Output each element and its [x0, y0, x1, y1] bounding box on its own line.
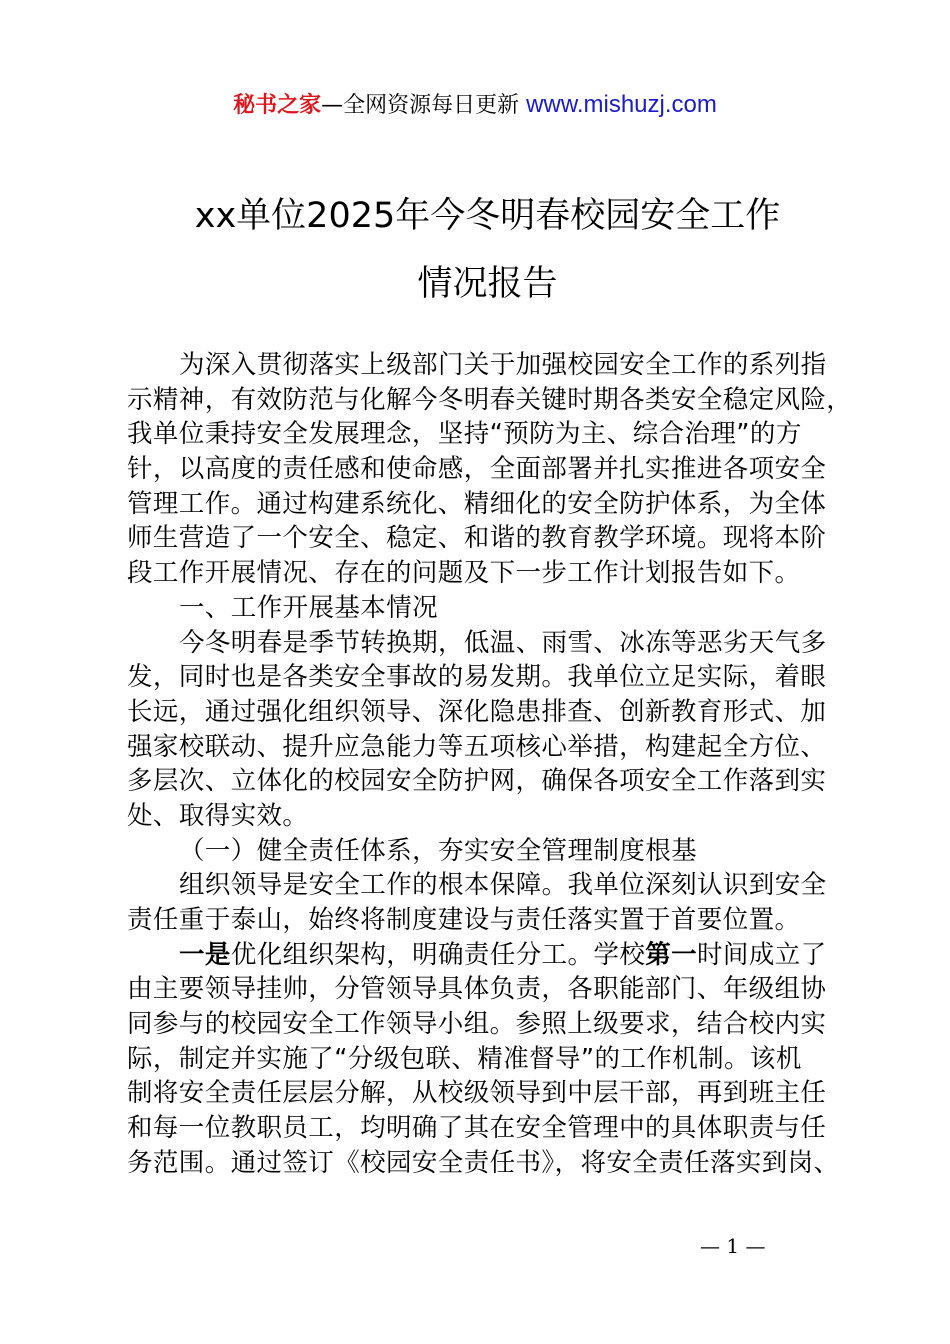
paragraph-line: 示精神，有效防范与化解今冬明春关键时期各类安全稳定风险，: [127, 384, 853, 415]
document-title-line-2: 情况报告: [417, 264, 558, 304]
brand-name: 秘书之家: [233, 93, 322, 118]
paragraph-line: 由主要领导挂帅，分管领导具体负责，各职能部门、年级组协: [127, 974, 827, 1005]
paragraph-line: 我单位秉持安全发展理念，坚持“预防为主、综合治理”的方: [127, 419, 802, 450]
paragraph-line: 制将安全责任层层分解，从校级领导到中层干部，再到班主任: [127, 1078, 827, 1109]
paragraph-line: （一）健全责任体系，夯实安全管理制度根基: [179, 835, 698, 866]
bold-label: 一是: [179, 939, 231, 970]
paragraph-line: 责任重于泰山，始终将制度建设与责任落实置于首要位置。: [127, 905, 801, 935]
paragraph-line: 强家校联动、提升应急能力等五项核心举措，构建起全方位、: [127, 731, 827, 762]
subsection-heading: [127, 834, 867, 869]
paragraph-line: 际，制定并实施了“分级包联、精准督导”的工作机制。该机: [127, 1043, 802, 1074]
first-measure-paragraph: [127, 938, 867, 1181]
paragraph-line: 长远，通过强化组织领导、深化隐患排查、创新教育形式、加: [127, 696, 827, 727]
paragraph-line: 管理工作。通过构建系统化、精细化的安全防护体系，为全体: [127, 488, 827, 519]
bold-label: 第一: [645, 939, 698, 970]
page-number: — 1 —: [700, 1234, 766, 1258]
paragraph-line: 和每一位教职员工，均明确了其在安全管理中的具体职责与任: [127, 1113, 827, 1144]
paragraph-line: 针，以高度的责任感和使命感，全面部署并扎实推进各项安全: [127, 454, 827, 485]
leadership-paragraph: [127, 868, 867, 937]
paragraph-line: 处、取得实效。: [127, 800, 309, 831]
line-text: 时间成立了: [697, 939, 827, 970]
section-heading: [127, 591, 867, 626]
paragraph-line: 段工作开展情况、存在的问题及下一步工作计划报告如下。: [127, 558, 801, 589]
paragraph-line: [127, 938, 867, 973]
site-url-link[interactable]: www.mishuzj.com: [526, 91, 717, 118]
paragraph-line: 师生营造了一个安全、稳定、和谐的教育教学环境。现将本阶: [127, 523, 827, 554]
paragraph-line: 同参与的校园安全工作领导小组。参照上级要求，结合校内实: [127, 1009, 827, 1040]
overview-paragraph: [127, 626, 867, 834]
document-title-line-1: xx单位2025年今冬明春校园安全工作: [194, 196, 781, 236]
paragraph-line: 一、工作开展基本情况: [179, 592, 439, 623]
header-tagline: —全网资源每日更新: [321, 93, 520, 118]
intro-paragraph: [127, 348, 867, 591]
paragraph-line: 为深入贯彻落实上级部门关于加强校园安全工作的系列指: [179, 350, 827, 380]
document-body: [127, 348, 867, 1181]
paragraph-line: 务范围。通过签订《校园安全责任书》，将安全责任落实到岗、: [127, 1147, 840, 1178]
paragraph-line: 多层次、立体化的校园安全防护网，确保各项安全工作落到实: [127, 766, 827, 797]
paragraph-line: 发，同时也是各类安全事故的易发期。我单位立足实际，着眼: [127, 662, 827, 693]
line-text: 优化组织架构，明确责任分工。学校: [230, 939, 646, 970]
paragraph-line: 今冬明春是季节转换期，低温、雨雪、冰冻等恶劣天气多: [179, 627, 827, 658]
paragraph-line: 组织领导是安全工作的根本保障。我单位深刻认识到安全: [179, 870, 827, 901]
site-header: [0, 88, 950, 119]
